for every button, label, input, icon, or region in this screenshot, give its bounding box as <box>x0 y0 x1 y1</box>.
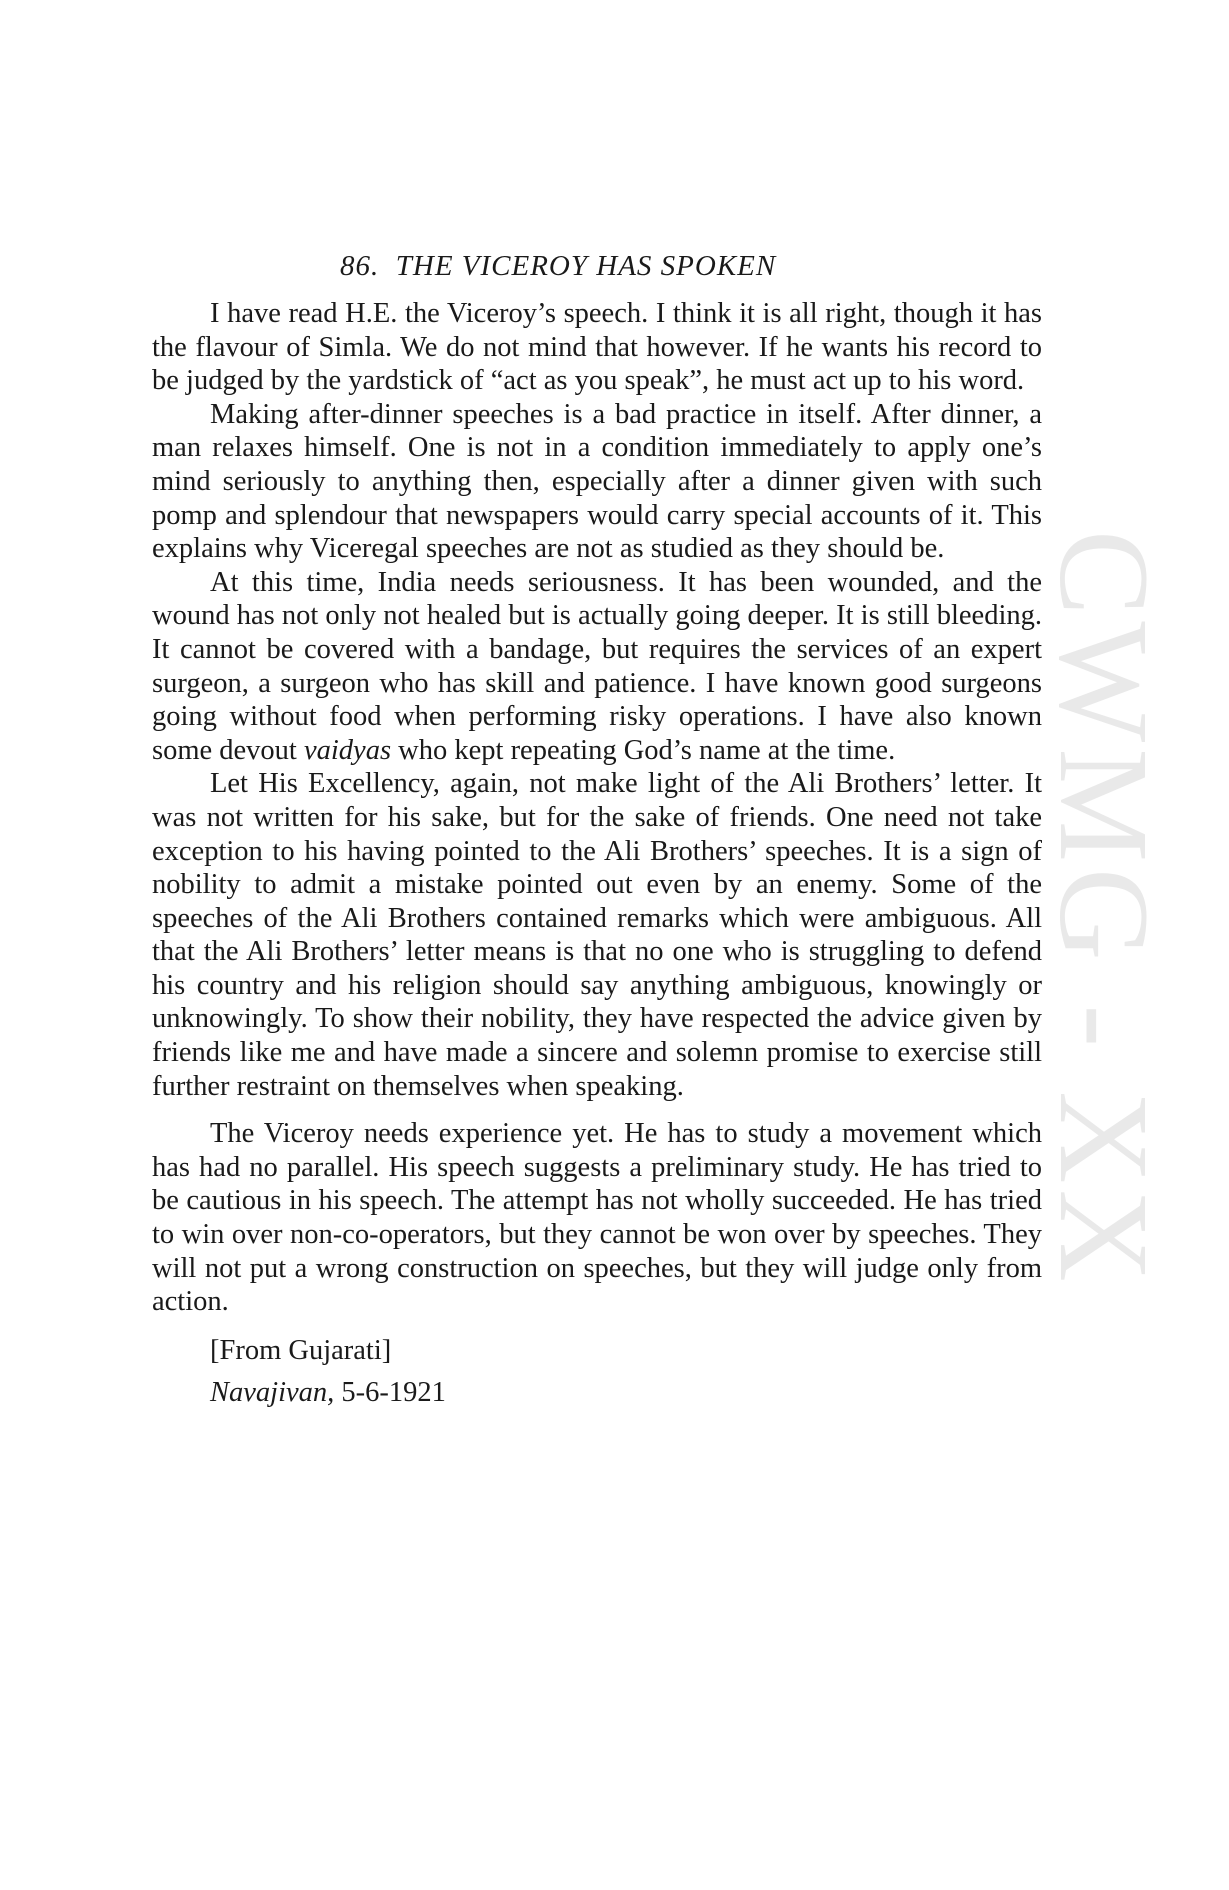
source-note: [From Gujarati] <box>210 1334 392 1366</box>
paragraph-5: The Viceroy needs experience yet. He has to study a movement which has had no parallel. His speech suggests a preliminary study. He has tried to be cautious in his speech. The attempt has not wholly succeeded. He has tried to win over non-co-operators, but they cannot be won over by speeches. They will not put a wrong construction on speeches, but they will judge only from action. <box>152 1118 1042 1318</box>
paragraph-3-text: At this time, India needs seriousness. It has been wounded, and the wound has not only not healed but is actually going deeper. It is still bleeding. It cannot be covered with a bandage, but requires the services of an expert surgeon, a surgeon who has skill and patience. I have known good surgeons going without food when performing risky operations. I have also known some devout <box>152 566 1042 766</box>
document-page <box>152 250 1042 1411</box>
paragraph-4: Let His Excellency, again, not make light of the Ali Brothers’ letter. It was not written for his sake, but for the sake of friends. One need not take exception to his having pointed to the Ali Brothers’ speeches. It is a sign of nobility to admit a mistake pointed out even by an enemy. Some of the speeches of the Ali Brothers contained remarks which were ambiguous. All that the Ali Brothers’ letter means is that no one who is struggling to defend his country and his religion should say anything ambiguous, knowingly or unknowingly. To show their nobility, they have respected the advice given by friends like me and have made a sincere and solemn promise to exercise still further restraint on themselves when speaking. <box>152 768 1042 1102</box>
paragraph-3 <box>152 566 1042 768</box>
publication-name: Navajivan, <box>210 1376 335 1408</box>
article-heading <box>340 250 1042 283</box>
publication-date: 5-6-1921 <box>341 1376 446 1408</box>
article-number: 86. <box>340 250 380 282</box>
italic-term: vaidyas <box>303 734 392 766</box>
paragraph-2: Making after-dinner speeches is a bad practice in itself. After dinner, a man relaxes himself. One is not in a condition immediately to apply one’s mind seriously to anything then, especially after a dinner given with such pomp and splendour that newspapers would carry special accounts of it. This explains why Viceregal speeches are not as studied as they should be. <box>152 398 1042 565</box>
watermark: CWMG - XX <box>1033 530 1175 1288</box>
article-title: THE VICEROY HAS SPOKEN <box>395 250 777 282</box>
citation <box>210 1375 1042 1411</box>
paragraph-3-tail: who kept repeating God’s name at the time. <box>398 734 896 766</box>
paragraph-1: I have read H.E. the Viceroy’s speech. I think it is all right, though it has the flavour of Simla. We do not mind that however. If he wants his record to be judged by the yardstick of “act as you speak”, he must act up to his word. <box>152 298 1042 397</box>
